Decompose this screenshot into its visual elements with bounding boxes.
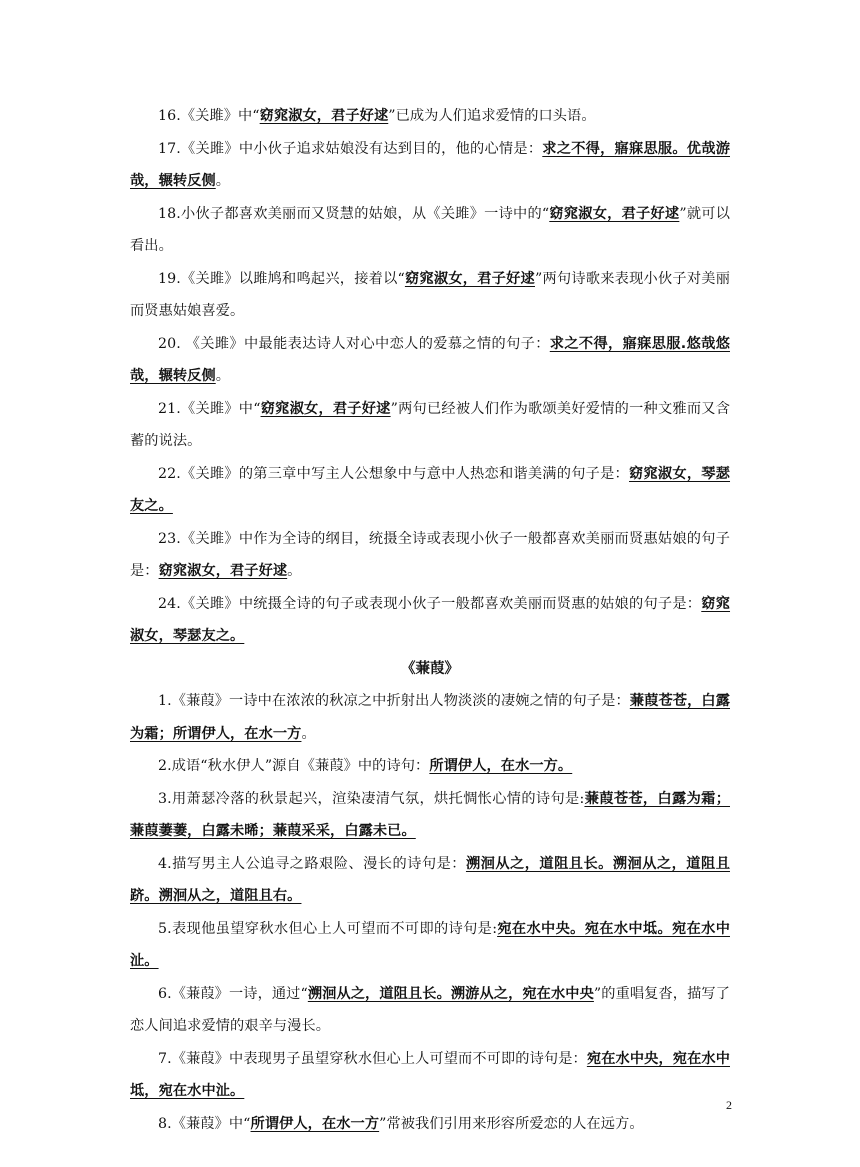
answer-text: 所谓伊人，在水一方 bbox=[250, 1115, 380, 1132]
question-item bbox=[130, 783, 730, 848]
answer-text: 窈窕淑女，君子好逑 bbox=[158, 563, 288, 579]
answer-text: 窈窕淑女，君子好逑 bbox=[259, 108, 389, 124]
question-text: 24.《关雎》中统摄全诗的句子或表现小伙子一般都喜欢美丽而贤惠的姑娘的句子是： bbox=[158, 595, 702, 612]
answer-text: 宛在水中央，宛在水中坻，宛在水中沚。 bbox=[130, 1050, 730, 1099]
answer-text: 窈窕淑女，君子好逑 bbox=[404, 270, 535, 287]
answer-text: 溯洄从之，道阻且长。溯洄从之，道阻且跻。溯洄从之，道阻且右。 bbox=[130, 855, 730, 904]
question-text: 。 bbox=[301, 725, 316, 742]
question-text: 19.《关雎》以雎鸠和鸣起兴，接着以“ bbox=[158, 270, 405, 287]
jianjia-section bbox=[130, 685, 730, 1140]
question-text: 。 bbox=[215, 368, 231, 384]
question-text: 4.描写男主人公追寻之路艰险、漫长的诗句是： bbox=[158, 855, 466, 872]
answer-text: 窈窕淑女，君子好逑 bbox=[549, 205, 680, 222]
answer-text: 宛在水中央。宛在水中坻。宛在水中沚。 bbox=[130, 920, 730, 969]
question-text: 20. 《关雎》中最能表达诗人对心中恋人的爱慕之情的句子： bbox=[158, 335, 550, 352]
answer-text: 溯洄从之，道阻且长。溯游从之，宛在水中央 bbox=[307, 985, 594, 1002]
page-number: 2 bbox=[726, 1098, 732, 1112]
question-item bbox=[130, 750, 730, 783]
question-text: 2.成语“秋水伊人”源自《蒹葭》中的诗句： bbox=[158, 758, 430, 774]
answer-text: 所谓伊人，在水一方。 bbox=[429, 758, 573, 774]
question-item bbox=[130, 848, 730, 913]
question-text: ”常被我们引用来形容所爱恋的人在远方。 bbox=[379, 1115, 644, 1132]
answer-text: 窈窕淑女，琴瑟友之。 bbox=[130, 465, 731, 514]
question-item bbox=[130, 263, 730, 328]
question-text: ”就可以看出。 bbox=[130, 205, 731, 254]
answer-text: 求之不得，寤寐思服.悠哉悠哉，辗转反侧 bbox=[130, 335, 730, 384]
question-item bbox=[130, 523, 730, 588]
question-item bbox=[130, 588, 730, 653]
question-text: 3.用萧瑟冷落的秋景起兴，渲染凄清气氛，烘托惆怅心情的诗句是: bbox=[158, 790, 585, 807]
question-text: 23.《关雎》中作为全诗的纲目，统摄全诗或表现小伙子一般都喜欢美丽而贤惠姑娘的句子是： bbox=[130, 530, 730, 579]
question-text: 16.《关雎》中“ bbox=[158, 108, 260, 124]
question-item bbox=[130, 100, 730, 133]
question-item bbox=[130, 328, 730, 393]
question-text: 。 bbox=[287, 563, 302, 579]
answer-text: 蒹葭苍苍，白露为霜；蒹葭萋萋，白露未晞；蒹葭采采，白露未已。 bbox=[130, 790, 730, 839]
question-item bbox=[130, 978, 730, 1043]
question-text: 7.《蒹葭》中表现男子虽望穿秋水但心上人可望而不可即的诗句是： bbox=[158, 1050, 587, 1067]
question-item bbox=[130, 393, 730, 458]
question-item bbox=[130, 133, 730, 198]
document-content bbox=[130, 100, 730, 1140]
answer-text: 蒹葭苍苍，白露为霜；所谓伊人，在水一方 bbox=[130, 693, 730, 742]
question-item bbox=[130, 1108, 730, 1141]
guanju-section bbox=[130, 100, 730, 653]
question-text: 21.《关雎》中“ bbox=[158, 400, 261, 417]
question-text: 6.《蒹葭》一诗，通过“ bbox=[158, 985, 308, 1002]
question-item bbox=[130, 198, 730, 263]
question-text: 18.小伙子都喜欢美丽而又贤慧的姑娘，从《关雎》一诗中的“ bbox=[158, 205, 550, 222]
question-text: 17.《关雎》中小伙子追求姑娘没有达到目的，他的心情是： bbox=[158, 140, 543, 157]
question-item bbox=[130, 458, 730, 523]
question-text: 。 bbox=[215, 173, 231, 189]
answer-text: 窈窕淑女，君子好逑 bbox=[260, 400, 391, 417]
section-title-jianjia: 《蒹葭》 bbox=[401, 659, 459, 677]
question-text: ”已成为人们追求爱情的口头语。 bbox=[388, 108, 596, 124]
answer-text: 窈窕淑女，琴瑟友之。 bbox=[130, 595, 731, 644]
question-text: ”两句诗歌来表现小伙子对美丽而贤惠姑娘喜爱。 bbox=[130, 270, 731, 319]
question-text: ”的重唱复沓，描写了恋人间追求爱情的艰辛与漫长。 bbox=[130, 985, 730, 1034]
question-text: ”两句已经被人们作为歌颂美好爱情的一种文雅而又含蓄的说法。 bbox=[130, 400, 731, 449]
answer-text: 求之不得，寤寐思服。优哉游哉，辗转反侧 bbox=[130, 140, 730, 189]
question-item bbox=[130, 913, 730, 978]
question-text: 5.表现他虽望穿秋水但心上人可望而不可即的诗句是: bbox=[158, 920, 498, 937]
question-text: 1.《蒹葭》一诗中在浓浓的秋凉之中折射出人物淡淡的凄婉之情的句子是： bbox=[158, 693, 630, 709]
question-item bbox=[130, 685, 730, 750]
question-item bbox=[130, 1043, 730, 1108]
question-text: 22.《关雎》的第三章中写主人公想象中与意中人热恋和谐美满的句子是： bbox=[158, 465, 630, 482]
question-text: 8.《蒹葭》中“ bbox=[158, 1115, 251, 1132]
